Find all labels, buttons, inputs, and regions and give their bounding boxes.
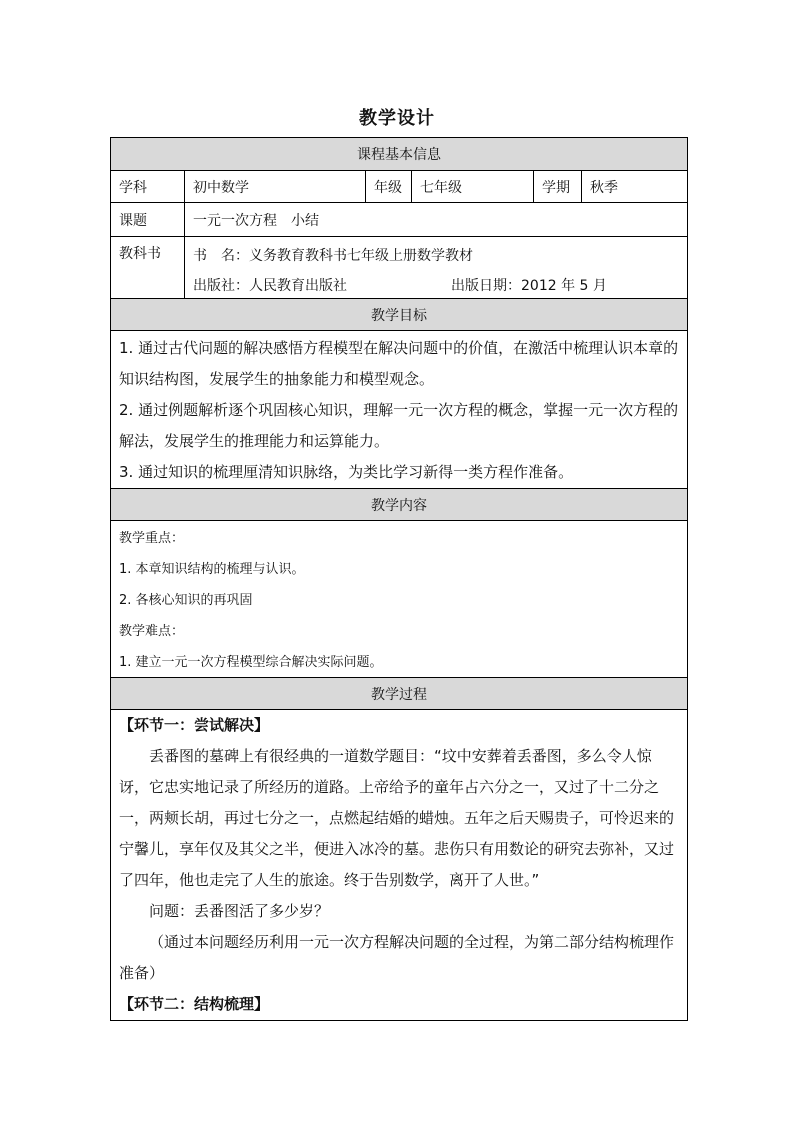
section-goals: 教学目标	[111, 299, 687, 331]
process-body	[111, 710, 687, 1020]
lesson-plan-table	[110, 137, 688, 1021]
goal-item: 3. 通过知识的梳理厘清知识脉络，为类比学习新得一类方程作准备。	[119, 463, 574, 481]
textbook-label: 教科书	[111, 237, 185, 298]
key-point-item: 2. 各核心知识的再巩固	[119, 593, 253, 608]
subject-label: 学科	[111, 171, 185, 202]
subject-value: 初中数学	[185, 171, 366, 202]
info-row-topic	[111, 203, 687, 237]
step1-text: 丢番图的墓碑上有很经典的一道数学题目：“坟中安葬着丢番图，多么令人惊讶，它忠实地记录了所经历的道路。上帝给予的童年占六分之一，又过了十二分之一，两颊长胡，再过七分之一，点燃起结婚的蜡烛。五年之后天赐贵子，可怜迟来的宁馨儿，享年仅及其父之半，便进入冰冷的墓。悲伤只有用数论的研究去弥补，又过了四年，他也走完了人生的旅途。终于告别数学，离开了人世。”	[119, 747, 675, 889]
content-body	[111, 521, 687, 678]
info-row-textbook	[111, 237, 687, 299]
step2-title: 【环节二：结构梳理】	[119, 995, 270, 1013]
section-basic-info: 课程基本信息	[111, 138, 687, 171]
page-title: 教学设计	[359, 108, 435, 129]
section-content: 教学内容	[111, 489, 687, 521]
grade-value: 七年级	[412, 171, 534, 202]
key-points-label: 教学重点：	[119, 531, 185, 546]
publisher-line: 出版社：人民教育出版社	[193, 278, 347, 294]
topic-value: 一元一次方程 小结	[193, 212, 319, 229]
term-label: 学期	[534, 171, 582, 202]
info-row-subject	[111, 171, 687, 203]
difficult-points-label: 教学难点：	[119, 624, 185, 639]
goal-item: 1. 通过古代问题的解决感悟方程模型在解决问题中的价值，在激活中梳理认识本章的知识结构图，发展学生的抽象能力和模型观念。	[119, 339, 679, 388]
key-point-item: 1. 本章知识结构的梳理与认识。	[119, 562, 305, 577]
step1-question: 问题：丢番图活了多少岁？	[149, 902, 330, 920]
step1-note: （通过本问题经历利用一元一次方程解决问题的全过程，为第二部分结构梳理作准备）	[119, 933, 675, 982]
term-value: 秋季	[590, 179, 618, 196]
grade-label: 年级	[366, 171, 412, 202]
goals-body	[111, 331, 687, 489]
goal-item: 2. 通过例题解析逐个巩固核心知识，理解一元一次方程的概念，掌握一元一次方程的解法，发展学生的推理能力和运算能力。	[119, 401, 679, 450]
section-process: 教学过程	[111, 678, 687, 710]
difficult-point-item: 1. 建立一元一次方程模型综合解决实际问题。	[119, 655, 383, 670]
book-name-line: 书 名：义务教育教科书七年级上册数学教材	[193, 248, 473, 264]
topic-label: 课题	[111, 203, 185, 236]
publish-date: 出版日期：2012 年 5 月	[451, 278, 607, 294]
step1-title: 【环节一：尝试解决】	[119, 716, 270, 734]
